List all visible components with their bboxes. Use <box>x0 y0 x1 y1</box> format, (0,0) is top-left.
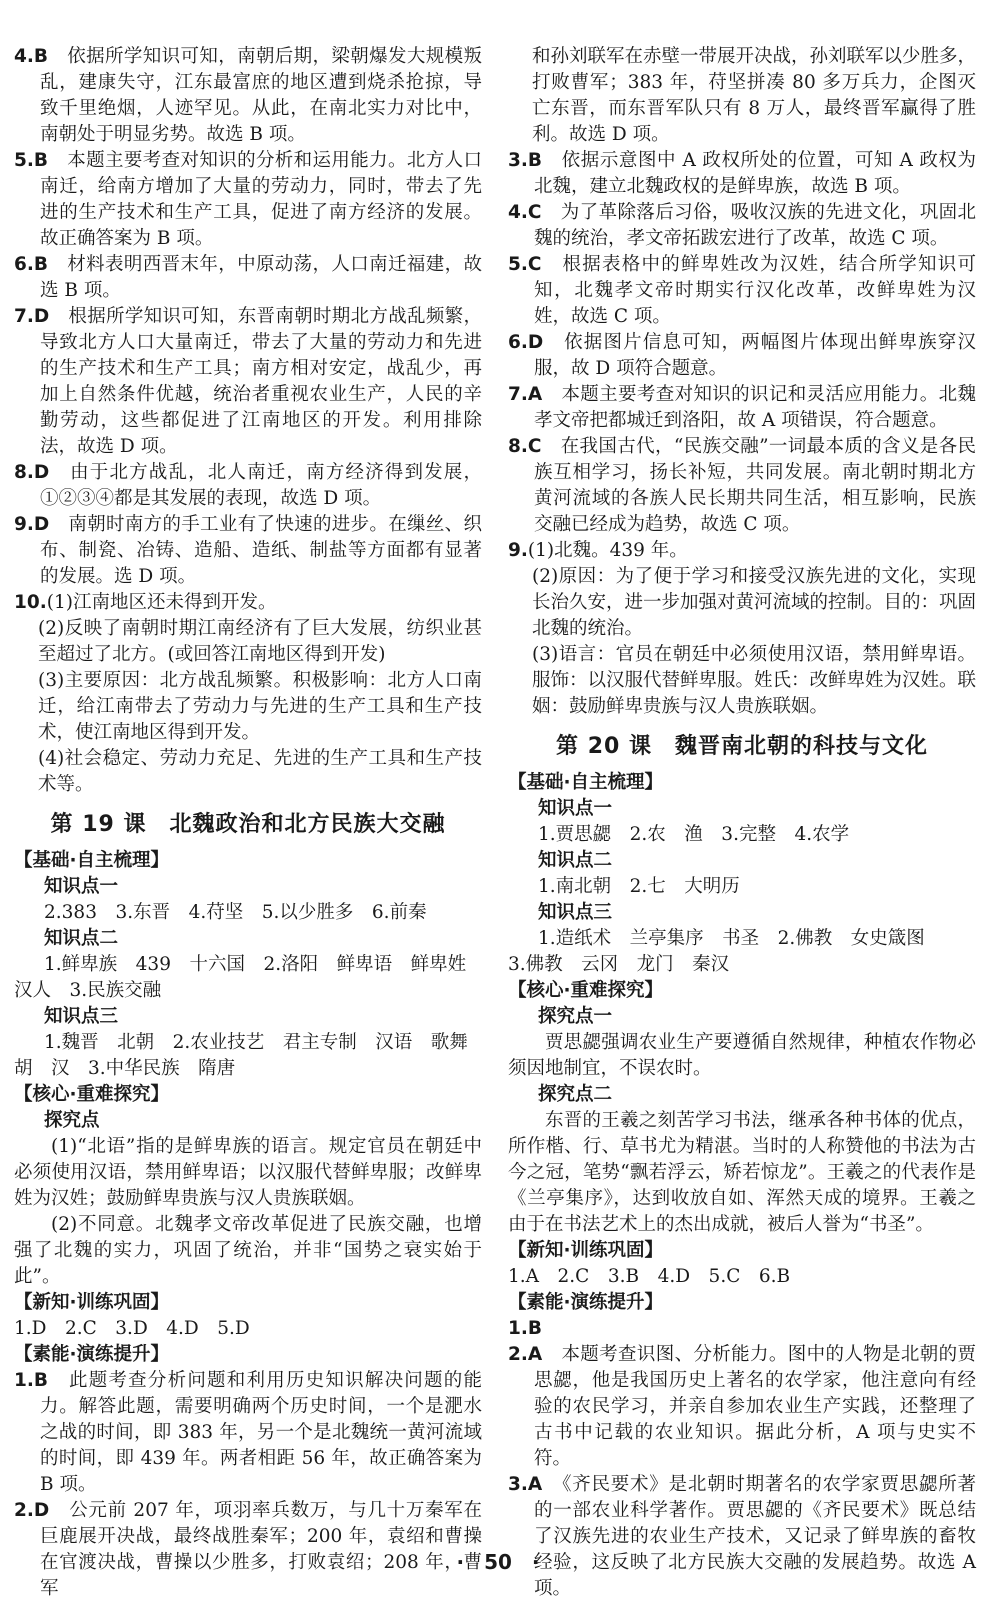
knowledge-answers: 1.造纸术 兰亭集序 书圣 2.佛教 女史箴图 <box>538 928 925 949</box>
answer-item: 7.D 根据所学知识可知，东晋南朝时期北方战乱频繁，导致北方人口大量南迁，带去了大量的劳动力和先进的生产技术和生产工具；南方相对安定，战乱少，再加上自然条件优越，统治者重视农业生产，人民的辛勤劳动，这些都促进了江南地区的开发。利用排除法，故选 D 项。 <box>14 306 482 457</box>
knowledge-answers: 3.佛教 云冈 龙门 秦汉 <box>508 954 730 975</box>
lesson-20-title: 第 20 课 魏晋南北朝的科技与文化 <box>556 734 928 759</box>
right-column <box>508 44 976 1602</box>
knowledge-point-1: 知识点一 <box>538 798 613 819</box>
explore-paragraph: (2)不同意。北魏孝文帝改革促进了民族交融，也增强了北魏的实力，巩固了统治，并非“国势之衰实始于此”。 <box>14 1214 482 1287</box>
answer-item: 5.B 本题主要考查对知识的分析和运用能力。北方人口南迁，给南方增加了大量的劳动力，同时，带去了先进的生产技术和生产工具，促进了南方经济的发展。故正确答案为 B 项。 <box>14 150 482 249</box>
knowledge-answers: 1.贾思勰 2.农 渔 3.完整 4.农学 <box>538 824 850 845</box>
quick-answers: 1.A 2.C 3.B 4.D 5.C 6.B <box>508 1266 791 1287</box>
answer-sub: (3)语言：官员在朝廷中必须使用汉语，禁用鲜卑语。服饰：以汉服代替鲜卑服。姓氏：改鲜卑姓为汉姓。联姻：鼓励鲜卑贵族与汉人贵族联姻。 <box>532 644 977 717</box>
answer-item: 4.B 依据所学知识可知，南朝后期，梁朝爆发大规模叛乱，建康失守，江东最富庶的地区遭到烧杀抢掠，导致千里绝烟，人迹罕见。从此，在南北实力对比中，南朝处于明显劣势。故选 B 项。 <box>14 46 482 145</box>
knowledge-answers: 胡 汉 3.中华民族 隋唐 <box>14 1058 236 1079</box>
section-new: 【新知·训练巩固】 <box>14 1292 170 1313</box>
answer-item-9: 9.(1)北魏。439 年。 <box>508 540 688 561</box>
section-skill: 【素能·演练提升】 <box>508 1292 664 1313</box>
explore-point-2: 探究点二 <box>538 1084 613 1105</box>
answer-sub: (2)原因：为了便于学习和接受汉族先进的文化，实现长治久安，进一步加强对黄河流域的控制。目的：巩固北魏的统治。 <box>532 566 977 639</box>
answer-item: 5.C 根据表格中的鲜卑姓改为汉姓，结合所学知识可知，北魏孝文帝时期实行汉化改革，改鲜卑姓为汉姓，故选 C 项。 <box>508 254 976 327</box>
answer-sub: (2)反映了南朝时期江南经济有了巨大发展，纺织业甚至超过了北方。(或回答江南地区得到开发) <box>38 618 482 665</box>
answer-item: 2.A 本题考查识图、分析能力。图中的人物是北朝的贾思勰，他是我国历史上著名的农学家，他注意向有经验的农民学习，并亲自参加农业生产实践，还整理了古书中记载的农业知识。据此分析，A 项与史实不符。 <box>508 1344 976 1469</box>
section-new: 【新知·训练巩固】 <box>508 1240 664 1261</box>
knowledge-answers: 1.南北朝 2.七 大明历 <box>538 876 740 897</box>
answer-item: 4.C 为了革除落后习俗，吸收汉族的先进文化，巩固北魏的统治，孝文帝拓跋宏进行了改革，故选 C 项。 <box>508 202 976 249</box>
section-skill: 【素能·演练提升】 <box>14 1344 170 1365</box>
answer-item: 1.B 此题考查分析问题和利用历史知识解决问题的能力。解答此题，需要明确两个历史时间，一个是淝水之战的时间，即 383 年，另一个是北魏统一黄河流域的时间，即 439 年。两者相距 56 年，故正确答案为 B 项。 <box>14 1370 482 1495</box>
section-basic: 【基础·自主梳理】 <box>508 772 664 793</box>
knowledge-answers: 2.383 3.东晋 4.苻坚 5.以少胜多 6.前秦 <box>44 902 427 923</box>
explore-point: 探究点 <box>44 1110 100 1131</box>
section-core: 【核心·重难探究】 <box>14 1084 170 1105</box>
lesson-19-title: 第 19 课 北魏政治和北方民族大交融 <box>50 812 446 837</box>
knowledge-point-3: 知识点三 <box>538 902 613 923</box>
answer-item: 3.B 依据示意图中 A 政权所处的位置，可知 A 政权为北魏，建立北魏政权的是鲜卑族，故选 B 项。 <box>508 150 976 197</box>
quick-answers: 1.B <box>508 1318 543 1339</box>
explore-paragraph: (1)“北语”指的是鲜卑族的语言。规定官员在朝廷中必须使用汉语，禁用鲜卑语；以汉服代替鲜卑服；改鲜卑姓为汉姓；鼓励鲜卑贵族与汉人贵族联姻。 <box>14 1136 482 1209</box>
answer-item: 2.D 公元前 207 年，项羽率兵数万，与几十万秦军在巨鹿展开决战，最终战胜秦军；200 年，袁绍和曹操在官渡决战，曹操以少胜多，打败袁绍；208 年，曹军 <box>14 1500 482 1599</box>
answer-item: 8.D 由于北方战乱，北人南迁，南方经济得到发展，①②③④都是其发展的表现，故选 D 项。 <box>14 462 482 509</box>
explore-paragraph: 东晋的王羲之刻苦学习书法，继承各种书体的优点，所作楷、行、草书尤为精湛。当时的人称赞他的书法为古今之冠，笔势“飘若浮云，矫若惊龙”。王羲之的代表作是《兰亭集序》，达到收放自如、浑然天成的境界。王羲之由于在书法艺术上的杰出成就，被后人誉为“书圣”。 <box>508 1110 976 1235</box>
explore-paragraph: 贾思勰强调农业生产要遵循自然规律，种植农作物必须因地制宜，不误农时。 <box>508 1032 976 1079</box>
left-column <box>14 44 482 1602</box>
knowledge-answers: 1.鲜卑族 439 十六国 2.洛阳 鲜卑语 鲜卑姓 <box>44 954 467 975</box>
knowledge-answers: 汉人 3.民族交融 <box>14 980 162 1001</box>
page-number: · 50 · <box>456 1550 540 1574</box>
knowledge-answers: 1.魏晋 北朝 2.农业技艺 君主专制 汉语 歌舞 <box>44 1032 468 1053</box>
answer-item: 6.B 材料表明西晋末年，中原动荡，人口南迁福建，故选 B 项。 <box>14 254 482 301</box>
answer-sub: (4)社会稳定、劳动力充足、先进的生产工具和生产技术等。 <box>38 748 482 795</box>
answer-item: 8.C 在我国古代，“民族交融”一词最本质的含义是各民族互相学习，扬长补短，共同发展。南北朝时期北方黄河流域的各族人民长期共同生活，相互影响，民族交融已经成为趋势，故选 C 项。 <box>508 436 976 535</box>
knowledge-point-2: 知识点二 <box>538 850 613 871</box>
continuation-text: 和孙刘联军在赤壁一带展开决战，孙刘联军以少胜多，打败曹军；383 年，苻坚拼凑 80 多万兵力，企图灭亡东晋，而东晋军队只有 8 万人，最终晋军赢得了胜利。故选 D 项。 <box>532 46 977 145</box>
answer-item: 6.D 依据图片信息可知，两幅图片体现出鲜卑族穿汉服，故 D 项符合题意。 <box>508 332 976 379</box>
answer-sub: (3)主要原因：北方战乱频繁。积极影响：北方人口南迁，给江南带去了劳动力与先进的生产工具和生产技术，使江南地区得到开发。 <box>38 670 482 743</box>
answer-item: 3.A 《齐民要术》是北朝时期著名的农学家贾思勰所著的一部农业科学著作。贾思勰的《齐民要术》既总结了汉族先进的农业生产技术，又记录了鲜卑族的畜牧经验，这反映了北方民族大交融的发展趋势。故选 A 项。 <box>508 1474 976 1599</box>
section-core: 【核心·重难探究】 <box>508 980 664 1001</box>
knowledge-point-2: 知识点二 <box>44 928 119 949</box>
quick-answers: 1.D 2.C 3.D 4.D 5.D <box>14 1318 250 1339</box>
section-basic: 【基础·自主梳理】 <box>14 850 170 871</box>
answer-item: 7.A 本题主要考查对知识的识记和灵活应用能力。北魏孝文帝把都城迁到洛阳，故 A 项错误，符合题意。 <box>508 384 976 431</box>
knowledge-point-1: 知识点一 <box>44 876 119 897</box>
answer-item-10: 10.(1)江南地区还未得到开发。 <box>14 592 277 613</box>
answer-item: 9.D 南朝时南方的手工业有了快速的进步。在缫丝、织布、制瓷、冶铸、造船、造纸、制盐等方面都有显著的发展。选 D 项。 <box>14 514 482 587</box>
explore-point-1: 探究点一 <box>538 1006 613 1027</box>
knowledge-point-3: 知识点三 <box>44 1006 119 1027</box>
